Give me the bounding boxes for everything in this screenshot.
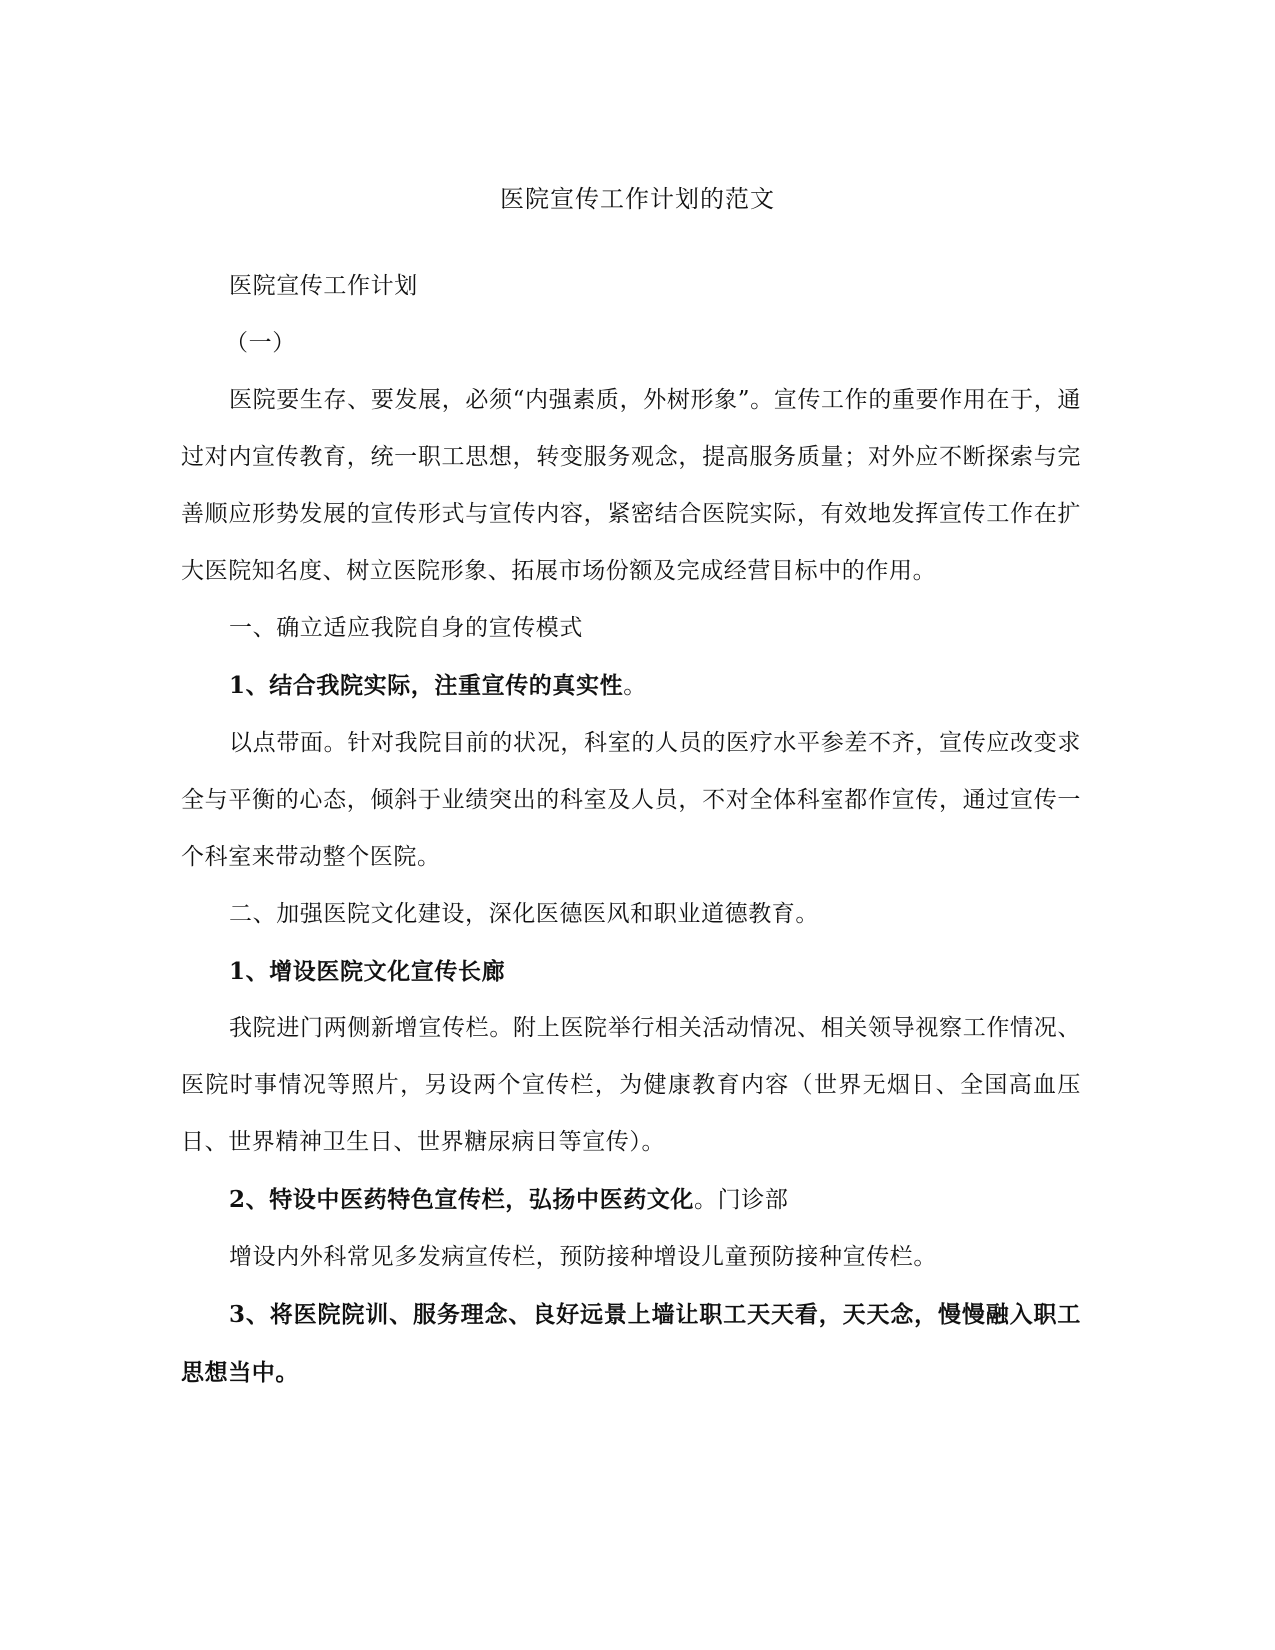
- paragraph-clinic-boards: 增设内外科常见多发病宣传栏，预防接种增设儿童预防接种宣传栏。: [229, 1244, 937, 1270]
- subheading-2-3-suffix: 。: [275, 1359, 300, 1386]
- heading-section-one: 一、确立适应我院自身的宣传模式: [229, 615, 583, 641]
- subheading-2-2: [181, 1171, 1081, 1229]
- subheading-2-2-suffix: 。门诊部: [694, 1187, 789, 1213]
- heading-section-two: 二、加强医院文化建设，深化医德医风和职业道德教育。: [229, 901, 819, 927]
- paragraph-point-to-area: 以点带面。针对我院目前的状况，科室的人员的医疗水平参差不齐，宣传应改变求全与平衡的心态，倾斜于业绩突出的科室及人员，不对全体科室都作宣传，通过宣传一个科室来带动整个医院。: [181, 730, 1081, 870]
- subheading-2-3-text: 3、将医院院训、服务理念、良好远景上墙让职工天天看，天天念，慢慢融入职工思想当中: [181, 1301, 1081, 1386]
- subheading-1-1-suffix: 。: [623, 673, 647, 699]
- subheading-1-1: [181, 657, 1081, 715]
- paragraph-intro: 医院要生存、要发展，必须“内强素质，外树形象”。宣传工作的重要作用在于，通过对内宣传教育，统一职工思想，转变服务观念，提高服务质量；对外应不断探索与完善顺应形势发展的宣传形式与宣传内容，紧密结合医院实际，有效地发挥宣传工作在扩大医院知名度、树立医院形象、拓展市场份额及完成经营目标中的作用。: [181, 387, 1081, 584]
- subheading-2-2-text: 2、特设中医药特色宣传栏，弘扬中医药文化: [229, 1186, 695, 1213]
- subheading-2-1: 1、增设医院文化宣传长廊: [229, 958, 506, 985]
- paragraph-corridor: 我院进门两侧新增宣传栏。附上医院举行相关活动情况、相关领导视察工作情况、医院时事情况等照片，另设两个宣传栏，为健康教育内容（世界无烟日、全国高血压日、世界精神卫生日、世界糖尿病日等宣传）。: [181, 1015, 1081, 1155]
- subheading-2-3: [181, 1286, 1081, 1402]
- subheading-1-1-text: 1、结合我院实际，注重宣传的真实性: [229, 672, 624, 699]
- document-title: 医院宣传工作计划的范文: [500, 185, 775, 213]
- document-body: [181, 258, 1081, 1402]
- paragraph-section-number: （一）: [225, 330, 296, 356]
- paragraph-subtitle: 医院宣传工作计划: [229, 273, 418, 299]
